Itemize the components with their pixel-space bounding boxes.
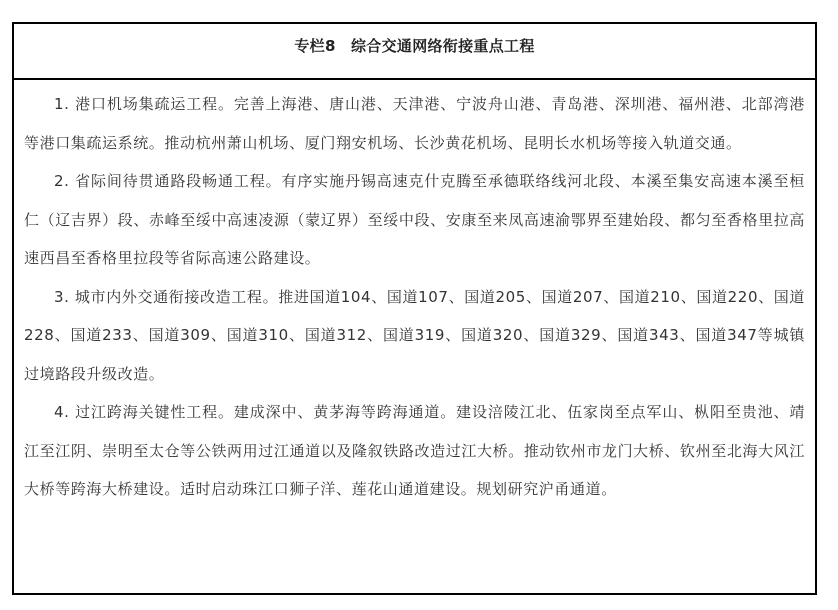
title-row — [14, 24, 815, 80]
feature-box — [12, 22, 817, 595]
paragraph-urban-transit: 3. 城市内外交通衔接改造工程。推进国道104、国道107、国道205、国道207、国道210、国道220、国道228、国道233、国道309、国道310、国道312、国道319、国道320、国道329、国道343、国道347等城镇过境路段升级改造。 — [24, 287, 805, 383]
box-title: 专栏8 综合交通网络衔接重点工程 — [294, 37, 535, 55]
paragraph-ports-airports: 1. 港口机场集疏运工程。完善上海港、唐山港、天津港、宁波舟山港、青岛港、深圳港、福州港、北部湾港等港口集疏运系统。推动杭州萧山机场、厦门翔安机场、长沙黄花机场、昆明长水机场等接入轨道交通。 — [24, 95, 805, 152]
box-content — [14, 80, 815, 509]
paragraph-river-sea-crossings: 4. 过江跨海关键性工程。建成深中、黄茅海等跨海通道。建设涪陵江北、伍家岗至点军山、枞阳至贵池、靖江至江阴、崇明至太仓等公铁两用过江通道以及隆叙铁路改造过江大桥。推动钦州市龙门大桥、钦州至北海大风江大桥等跨海大桥建设。适时启动珠江口狮子洋、莲花山通道建设。规划研究沪甬通道。 — [24, 403, 805, 498]
paragraph-interprovincial-roads: 2. 省际间待贯通路段畅通工程。有序实施丹锡高速克什克腾至承德联络线河北段、本溪至集安高速本溪至桓仁（辽吉界）段、赤峰至绥中高速凌源（蒙辽界）至绥中段、安康至来凤高速渝鄂界至建始段、都匀至香格里拉高速西昌至香格里拉段等省际高速公路建设。 — [24, 172, 805, 267]
